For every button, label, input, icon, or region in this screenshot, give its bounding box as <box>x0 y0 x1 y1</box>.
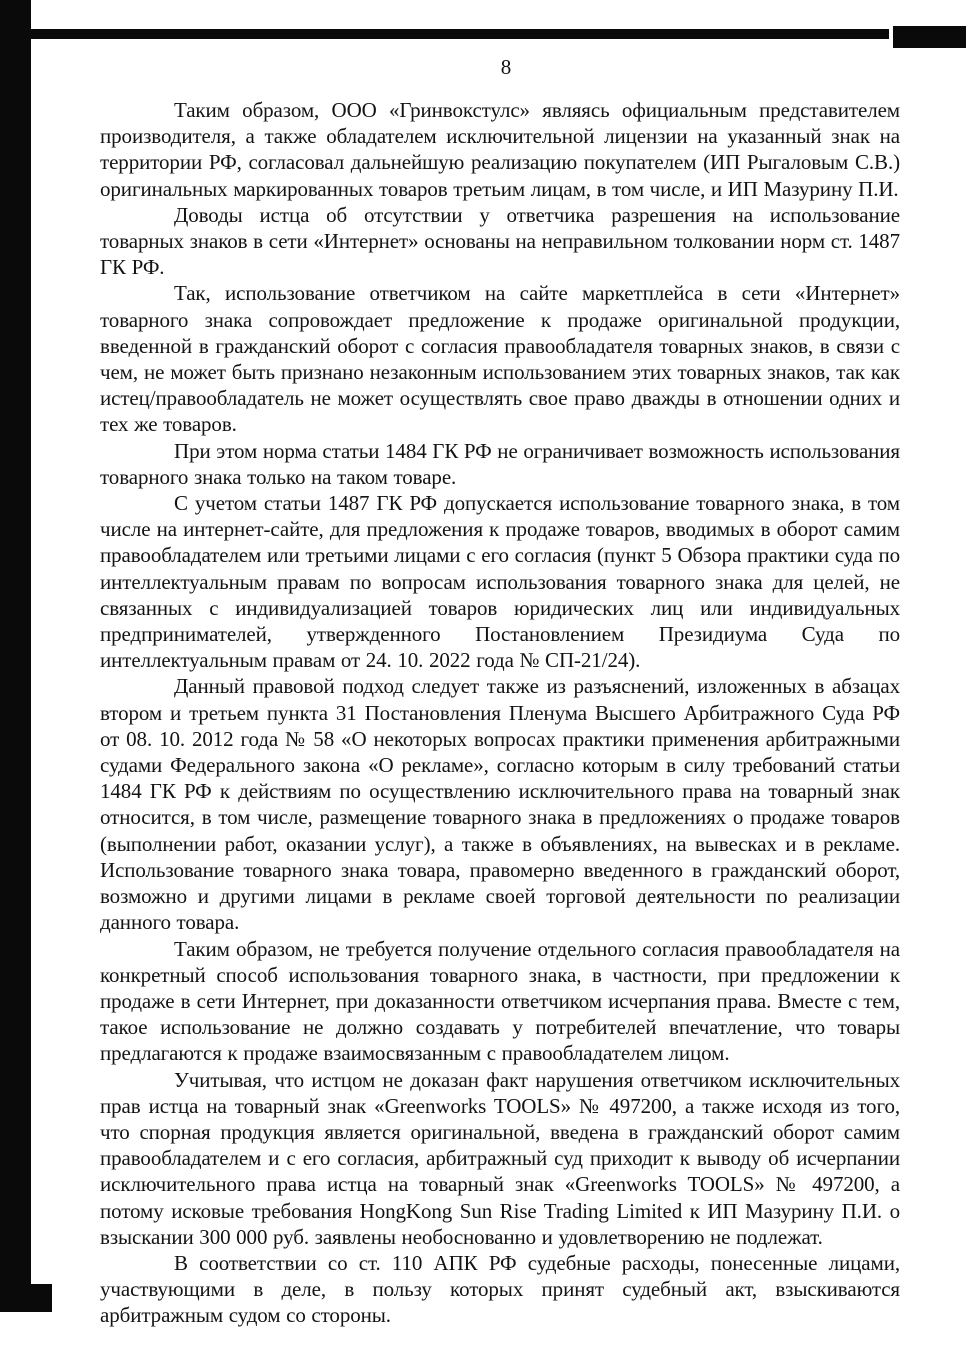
paragraph: Так, использование ответчиком на сайте маркетплейса в сети «Интернет» товарного знака сопровождает предложение к продаже оригинальной продукции, введенной в гражданский оборот с согласия правообладателя товарных знаков, в связи с чем, не может быть признано незаконным использованием этих товарных знаков, так как истец/правообладатель не может осуществлять свое право дважды в отношении одних и тех же товаров. <box>100 281 900 437</box>
paragraph: В соответствии со ст. 110 АПК РФ судебные расходы, понесенные лицами, участвующими в деле, в пользу которых принят судебный акт, взыскиваются арбитражным судом со стороны. <box>100 1250 900 1328</box>
page-number: 8 <box>500 55 512 79</box>
paragraph: С учетом статьи 1487 ГК РФ допускается использование товарного знака, в том числе на интернет-сайте, для предложения к продаже товаров, вводимых в оборот самим правообладателем или третьими лицами с его согласия (пункт 5 Обзора практики суда по интеллектуальным правам по вопросам использования товарного знака для целей, не связанных с индивидуализацией товаров юридических лиц или индивидуальных предпринимателей, утвержденного Постановлением Президиума Суда по интеллектуальным правам от 24. 10. 2022 года № СП-21/24). <box>100 491 900 673</box>
paragraph: Учитывая, что истцом не доказан факт нарушения ответчиком исключительных прав истца на товарный знак «Greenworks TOOLS» № 497200, а также исходя из того, что спорная продукция является оригинальной, введена в гражданский оборот самим правообладателем и с его согласия, арбитражный суд приходит к выводу об исчерпании исключительного права истца на товарный знак «Greenworks TOOLS» № 497200, а потому исковые требования HongKong Sun Rise Trading Limited к ИП Мазурину П.И. о взыскании 300 000 руб. заявлены необоснованно и удовлетворению не подлежат. <box>100 1067 900 1249</box>
paragraph: Доводы истца об отсутствии у ответчика разрешения на использование товарных знаков в сети «Интернет» основаны на неправильном толковании норм ст. 1487 ГК РФ. <box>100 202 900 280</box>
scan-artifact-top-right-corner <box>893 26 966 48</box>
paragraph: При этом норма статьи 1484 ГК РФ не ограничивает возможность использования товарного знака только на таком товаре. <box>100 438 900 489</box>
scan-artifact-left-edge <box>0 0 31 1286</box>
paragraph: Таким образом, не требуется получение отдельного согласия правообладателя на конкретный способ использования товарного знака, в частности, при предложении к продаже в сети Интернет, при доказанности ответчиком исчерпания права. Вместе с тем, такое использование не должно создавать у потребителей впечатление, что товары предлагаются к продаже взаимосвязанным с правообладателем лицом. <box>100 936 900 1066</box>
paragraph: Данный правовой подход следует также из разъяснений, изложенных в абзацах втором и третьем пункта 31 Постановления Пленума Высшего Арбитражного Суда РФ от 08. 10. 2012 года № 58 «О некоторых вопросах практики применения арбитражными судами Федерального закона «О рекламе», согласно которым в силу требований статьи 1484 ГК РФ к действиям по осуществлению исключительного права на товарный знак относится, в том числе, размещение товарного знака в предложениях о продаже товаров (выполнении работ, оказании услуг), а также в объявлениях, на вывесках и в рекламе. Использование товарного знака товара, правомерно введенного в гражданский оборот, возможно и другими лицами в рекламе своей торговой деятельности по реализации данного товара. <box>100 674 900 935</box>
paragraph: Таким образом, ООО «Гринвокстулс» являясь официальным представителем производителя, а также обладателем исключительной лицензии на указанный знак на территории РФ, согласовал дальнейшую реализацию покупателем (ИП Рыгаловым С.В.) оригинальных маркированных товаров третьим лицам, в том числе, и ИП Мазурину П.И. <box>100 98 900 201</box>
document-body <box>100 97 900 1329</box>
scan-artifact-top-edge <box>0 29 889 39</box>
scan-artifact-bottom-left-corner <box>0 1284 52 1312</box>
